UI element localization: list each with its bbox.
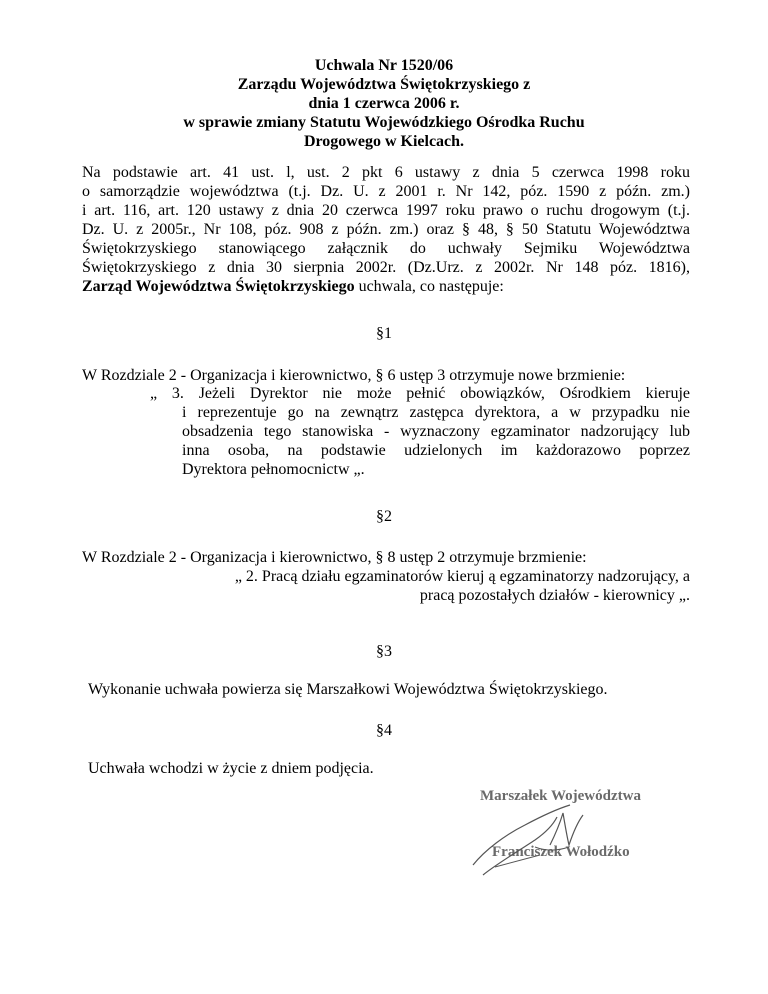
preamble-line: o samorządzie województwa (t.j. Dz. U. z 2001 r. Nr 142, póz. 1590 z późn. zm.) bbox=[82, 183, 690, 200]
quote-line: Dyrektora pełnomocnictw „. bbox=[182, 461, 365, 478]
board-name: Zarząd Województwa Świętokrzyskiego bbox=[82, 278, 355, 295]
section-2-quote bbox=[235, 567, 690, 605]
title-line-4: w sprawie zmiany Statutu Wojewódzkiego Ośrodka Ruchu bbox=[183, 114, 585, 131]
title-line-1: Uchwala Nr 1520/06 bbox=[314, 57, 454, 74]
document-title bbox=[0, 56, 768, 151]
title-line-5: Drogowego w Kielcach. bbox=[303, 133, 465, 150]
stamp-name: Franciszek Wołodźko bbox=[492, 844, 630, 860]
preamble-closing: uchwala, co następuje: bbox=[354, 278, 504, 295]
section-4-text: Uchwała wchodzi w życie z dniem podjęcia. bbox=[88, 760, 374, 777]
quote-line: „ 2. Pracą działu egzaminatorów kieruj ą egzaminatorzy nadzorujący, a bbox=[234, 568, 690, 585]
quote-line: inna osoba, na podstawie udzielonych im każdorazowo poprzez bbox=[182, 442, 690, 459]
section-4-sign: §4 bbox=[376, 722, 392, 739]
preamble-last-line bbox=[82, 277, 690, 296]
section-1-sign: §1 bbox=[376, 325, 392, 342]
section-2-sign: §2 bbox=[376, 508, 392, 525]
title-line-2: Zarządu Województwa Świętokrzyskiego z bbox=[237, 76, 531, 93]
quote-line: „ 3. Jeżeli Dyrektor nie może pełnić obowiązków, Ośrodkiem kieruje bbox=[150, 385, 690, 402]
preamble-line: Świętokrzyskiego stanowiącego załącznik do uchwały Sejmiku Województwa bbox=[82, 240, 690, 257]
quote-line: i reprezentuje go na zewnątrz zastępca dyrektora, a w przypadku nie bbox=[182, 404, 690, 421]
section-3-text: Wykonanie uchwała powierza się Marszałkowi Województwa Świętokrzyskiego. bbox=[88, 681, 608, 698]
quote-line: obsadzenia tego stanowiska - wyznaczony egzaminator nadzorujący lub bbox=[182, 423, 690, 440]
section-1-quote bbox=[150, 384, 690, 479]
stamp-title: Marszałek Województwa bbox=[480, 788, 641, 804]
preamble-paragraph bbox=[82, 163, 690, 296]
section-1-intro: W Rozdziale 2 - Organizacja i kierownictwo, § 6 ustęp 3 otrzymuje nowe brzmienie: bbox=[82, 367, 626, 384]
quote-line: pracą pozostałych działów - kierownicy „. bbox=[419, 587, 690, 604]
preamble-line: i art. 116, art. 120 ustawy z dnia 20 czerwca 1997 roku prawo o ruchu drogowym (t.j. bbox=[82, 202, 690, 219]
preamble-line: Dz. U. z 2005r., Nr 108, póz. 908 z późn. zm.) oraz § 48, § 50 Statutu Województwa bbox=[82, 221, 690, 238]
section-3-sign: §3 bbox=[376, 643, 392, 660]
section-2-intro: W Rozdziale 2 - Organizacja i kierownictwo, § 8 ustęp 2 otrzymuje brzmienie: bbox=[82, 549, 587, 566]
handwritten-signature bbox=[465, 795, 615, 880]
preamble-line: Na podstawie art. 41 ust. l, ust. 2 pkt 6 ustawy z dnia 5 czerwca 1998 roku bbox=[82, 164, 690, 181]
title-line-3: dnia 1 czerwca 2006 r. bbox=[308, 95, 460, 112]
preamble-line: Świętokrzyskiego z dnia 30 sierpnia 2002r. (Dz.Urz. z 2002r. Nr 148 póz. 1816), bbox=[82, 259, 690, 276]
